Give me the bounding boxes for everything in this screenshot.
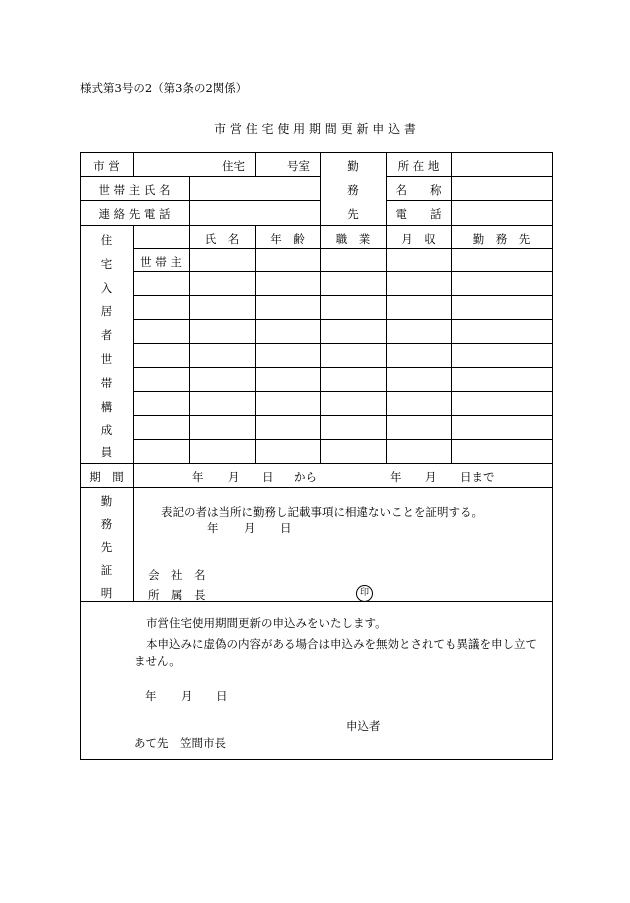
- applicant-label: 申込者: [346, 719, 381, 733]
- addressee: あて先 笠間市長: [134, 736, 226, 750]
- certification-month: 月: [244, 521, 256, 535]
- company-name-label: 会 社 名: [148, 568, 206, 582]
- application-year: 年: [145, 689, 157, 703]
- form-title: 市 営 住 宅 使 用 期 間 更 新 申 込 書: [214, 122, 416, 136]
- workplace-char-2: 務: [347, 183, 359, 197]
- goshitsu-label: 号室: [287, 159, 310, 173]
- jutaku-label: 住宅: [222, 159, 245, 173]
- renraku-tel-label: 連 絡 先 電 話: [98, 207, 171, 221]
- application-line-1: 市営住宅使用期間更新の申込みをいたします。: [146, 616, 387, 630]
- workplace-char-3: 先: [347, 207, 359, 221]
- application-line-3: ません。: [134, 654, 181, 668]
- workplace-char-1: 勤: [347, 159, 359, 173]
- application-day: 日: [216, 689, 228, 703]
- setai-nushi-row-label: 世 帯 主: [140, 255, 182, 269]
- col-age: 年 齢: [270, 232, 305, 246]
- address-label: 所 在 地: [397, 159, 440, 173]
- workplace-name-label: 名 称: [395, 183, 442, 197]
- certification-day: 日: [280, 521, 292, 535]
- certification-year: 年: [207, 521, 219, 535]
- application-line-2: 本申込みに虚偽の内容がある場合は申込みを無効とされても異議を申し立て: [146, 637, 537, 651]
- period-day-1: 日: [262, 470, 274, 484]
- period-label: 期 間: [89, 470, 124, 484]
- certification-statement: 表記の者は当所に勤務し記載事項に相違ないことを証明する。: [161, 505, 483, 519]
- seal-mark: 印: [356, 585, 373, 602]
- shiei-label: 市 営: [93, 159, 120, 173]
- col-workplace: 勤 務 先: [472, 232, 531, 246]
- col-name: 氏 名: [204, 232, 240, 246]
- period-until: 日まで: [460, 470, 495, 484]
- period-year-1: 年: [192, 470, 204, 484]
- period-year-2: 年: [390, 470, 402, 484]
- setai-name-label: 世 帯 主 氏 名: [98, 183, 171, 197]
- application-month: 月: [181, 689, 193, 703]
- col-occupation: 職 業: [335, 232, 371, 246]
- period-from: から: [294, 470, 317, 484]
- period-month-1: 月: [228, 470, 240, 484]
- col-income: 月 収: [401, 232, 436, 246]
- form-id: 様式第3号の2（第3条の2関係）: [80, 81, 248, 95]
- period-month-2: 月: [425, 470, 437, 484]
- dept-head-label: 所 属 長: [148, 588, 206, 602]
- workplace-tel-label: 電 話: [395, 207, 442, 221]
